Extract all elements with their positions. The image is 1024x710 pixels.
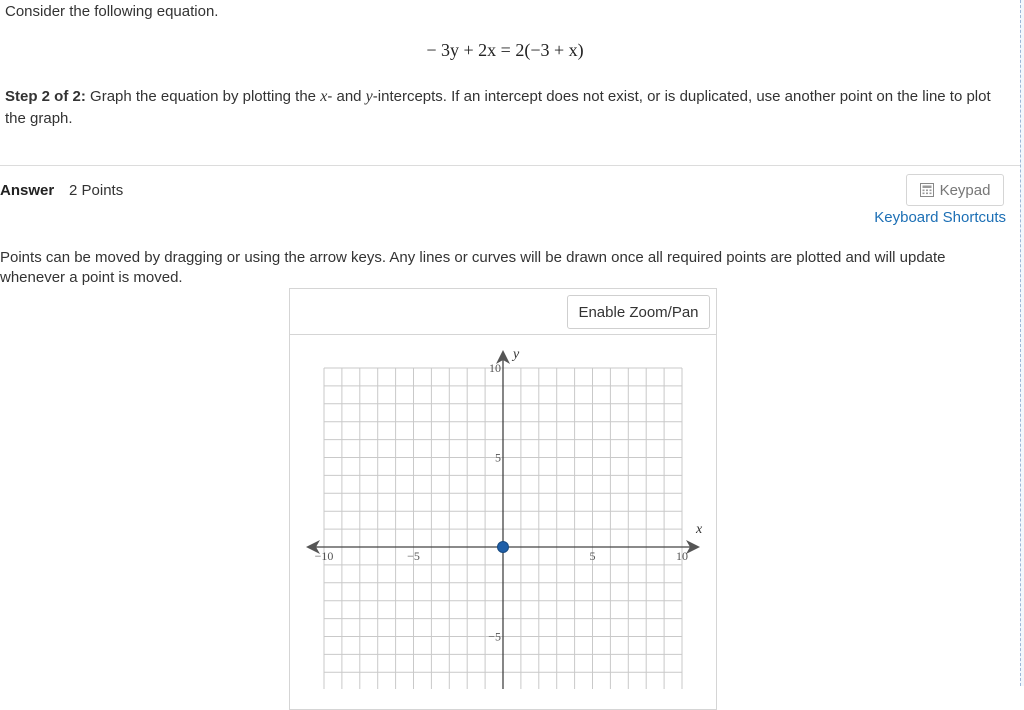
x-variable: x [320,88,328,105]
keyboard-shortcuts-link[interactable]: Keyboard Shortcuts [874,209,1006,226]
step-label: Step 2 of 2: [5,88,86,105]
y-tick-label: −5 [488,629,501,644]
plotted-point[interactable] [498,542,509,553]
equation: − 3y + 2x = 2(−3 + x) [426,40,584,60]
enable-zoom-pan-button[interactable]: Enable Zoom/Pan [567,295,710,329]
x-tick-label: −10 [314,549,334,563]
points-label: 2 Points [69,182,124,199]
x-tick-label: 5 [589,549,596,563]
answer-label: Answer [0,182,55,199]
x-tick-label: 10 [676,549,688,563]
step-instructions [5,86,995,130]
section-divider [0,165,1020,166]
keypad-button[interactable] [906,174,1004,206]
step-text-1: Graph the equation by plotting the [85,88,321,105]
graph-panel [289,288,717,710]
keypad-label: Keypad [939,181,991,199]
x-axis-label: x [696,522,703,537]
page-right-border [1020,0,1024,686]
coordinate-plane[interactable] [290,289,716,689]
y-variable: y [365,88,373,105]
calculator-icon [920,183,934,197]
y-tick-label: 5 [495,450,501,465]
step-text-2: - and [327,88,366,105]
question-intro: Consider the following equation. [5,3,219,20]
x-tick-label: −5 [407,549,420,563]
y-axis-label: y [513,347,520,362]
graph-instructions: Points can be moved by dragging or using the arrow keys. Any lines or curves will be drawn once all required points are plotted and will update whenever a point is moved. [0,249,946,286]
step-text-3: -intercepts. If an intercept does not exist, or is duplicated, use another point on the line to plot the graph. [5,88,991,127]
y-tick-label: 10 [489,361,501,375]
